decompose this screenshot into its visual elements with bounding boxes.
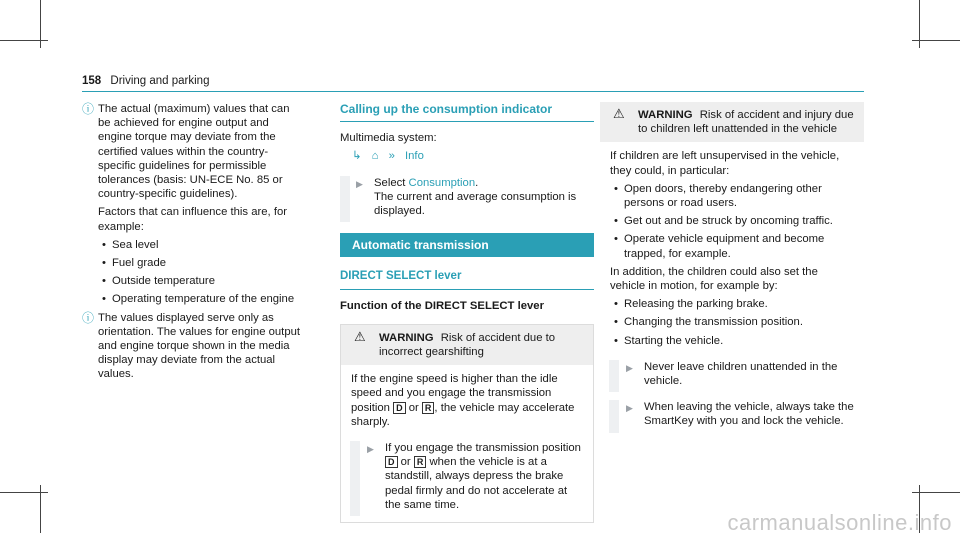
- list-item: • Sea level: [98, 238, 302, 252]
- crop-mark: [912, 40, 960, 41]
- step-text: Never leave children unattended in the vehicle.: [644, 360, 838, 388]
- factor-list: [98, 238, 302, 307]
- menu-path: [340, 149, 594, 163]
- warning-text: In addition, the children could also set the vehicle in motion, for example by:: [610, 265, 818, 293]
- crop-mark: [912, 492, 960, 493]
- warning-body: [600, 142, 864, 438]
- menu-info: Info: [405, 150, 424, 163]
- warning-text: If children are left unsupervised in the vehicle, they could, in particular:: [610, 150, 840, 177]
- crop-mark: [0, 40, 48, 41]
- warning-header: [600, 102, 864, 142]
- list-item: • Operating temperature of the engine: [98, 292, 302, 306]
- gear-r-key: R: [422, 402, 435, 414]
- instruction-step: [610, 400, 854, 428]
- list-item: • Operate vehicle equipment and become trapped, for example.: [610, 232, 854, 260]
- step-text: Select: [374, 176, 406, 189]
- list-item: • Releasing the parking brake.: [610, 297, 854, 311]
- chapter-band: Automatic transmission: [340, 233, 594, 257]
- warning-body: [341, 365, 593, 522]
- home-icon: ⌂: [371, 150, 379, 163]
- warning-label: WARNING: [379, 331, 434, 344]
- warning-title: Risk of accident and injury due to children left unattended in the vehicle: [638, 109, 854, 136]
- step-bar: [609, 360, 619, 392]
- watermark: carmanualsonline.info: [727, 509, 952, 535]
- gear-d-key: D: [393, 402, 406, 414]
- header-divider: [82, 91, 864, 92]
- risk-list: [610, 297, 854, 348]
- step-bar: [340, 176, 350, 223]
- crop-mark: [0, 492, 48, 493]
- list-item: • Outside temperature: [98, 274, 302, 288]
- column-middle: [340, 102, 594, 523]
- list-item: • Open doors, thereby endangering other persons or road users.: [610, 182, 854, 210]
- gear-r-key: R: [414, 456, 427, 468]
- section-title: Calling up the consumption indicator: [340, 102, 552, 116]
- note-text: Factors that can influence this are, for example:: [98, 206, 288, 233]
- page-number: 158: [82, 75, 102, 87]
- step-text: The current and average consumption is displayed.: [374, 190, 577, 218]
- section-divider: [340, 289, 594, 290]
- step-arrow-icon: ▶: [626, 403, 633, 414]
- warning-icon: ⚠: [354, 328, 366, 344]
- chevron-right-icon: »: [388, 150, 395, 163]
- step-bar: [350, 441, 360, 516]
- step-text: When leaving the vehicle, always take the SmartKey with you and lock the vehicle.: [644, 401, 854, 428]
- instruction-step: [610, 360, 854, 388]
- column-left: [82, 102, 302, 386]
- consumption-link[interactable]: Consumption: [408, 176, 476, 189]
- instruction-step: [351, 441, 583, 512]
- warning-text-part: If the engine speed is higher than the idle speed and you engage the transmission position: [351, 373, 558, 414]
- list-item: • Fuel grade: [98, 256, 302, 270]
- warning-title: Risk of accident due to incorrect gearshifting: [379, 331, 556, 359]
- column-right: [600, 102, 864, 439]
- risk-list: [610, 182, 854, 261]
- info-note: [82, 102, 302, 307]
- gear-d-key: D: [385, 456, 398, 468]
- word-or: or: [400, 456, 411, 469]
- info-note: [82, 311, 302, 382]
- list-item: • Get out and be struck by oncoming traffic.: [610, 214, 854, 228]
- note-text: The values displayed serve only as orientation. The values for engine output and engine torque shown in the media display may deviate from the actual values.: [98, 311, 301, 381]
- step-text: when the vehicle is at a standstill, always depress the brake pedal firmly and do not accelerate at the same time.: [385, 456, 568, 511]
- warning-text: [351, 372, 583, 429]
- info-icon: ⓘ: [82, 102, 95, 116]
- path-arrow-icon: ↳: [352, 150, 362, 163]
- warning-icon: ⚠: [613, 106, 625, 121]
- list-item: • Starting the vehicle.: [610, 334, 854, 348]
- step-bar: [609, 400, 619, 432]
- note-text: The actual (maximum) values that can be achieved for engine output and engine torque may deviate from the certified values within the country-specific guidelines for permissible tolerances (basis: UN-ECE No. 85 or country-specific guidelines).: [98, 103, 290, 201]
- system-label: Multimedia system:: [340, 132, 437, 145]
- step-arrow-icon: ▶: [356, 178, 363, 189]
- page-section-title: Driving and parking: [110, 75, 210, 87]
- word-or: or: [408, 401, 419, 414]
- info-icon: ⓘ: [82, 310, 95, 325]
- warning-header: [341, 325, 593, 365]
- warning-label: WARNING: [638, 109, 693, 121]
- page-header: [82, 74, 209, 88]
- section-title: DIRECT SELECT lever: [340, 270, 462, 283]
- warning-box: [340, 324, 594, 523]
- instruction-step: ▶ Select Consumption. The current and average consumption is displayed.: [340, 176, 594, 219]
- step-arrow-icon: ▶: [367, 444, 374, 455]
- warning-text-part: , the vehicle may accelerate sharply.: [351, 401, 575, 428]
- section-divider: [340, 121, 594, 122]
- subsection-heading: Function of the DIRECT SELECT lever: [340, 299, 544, 312]
- list-item: • Changing the transmission position.: [610, 315, 854, 329]
- step-text: If you engage the transmission position: [385, 442, 581, 455]
- step-arrow-icon: ▶: [626, 362, 633, 373]
- warning-box: [600, 102, 864, 439]
